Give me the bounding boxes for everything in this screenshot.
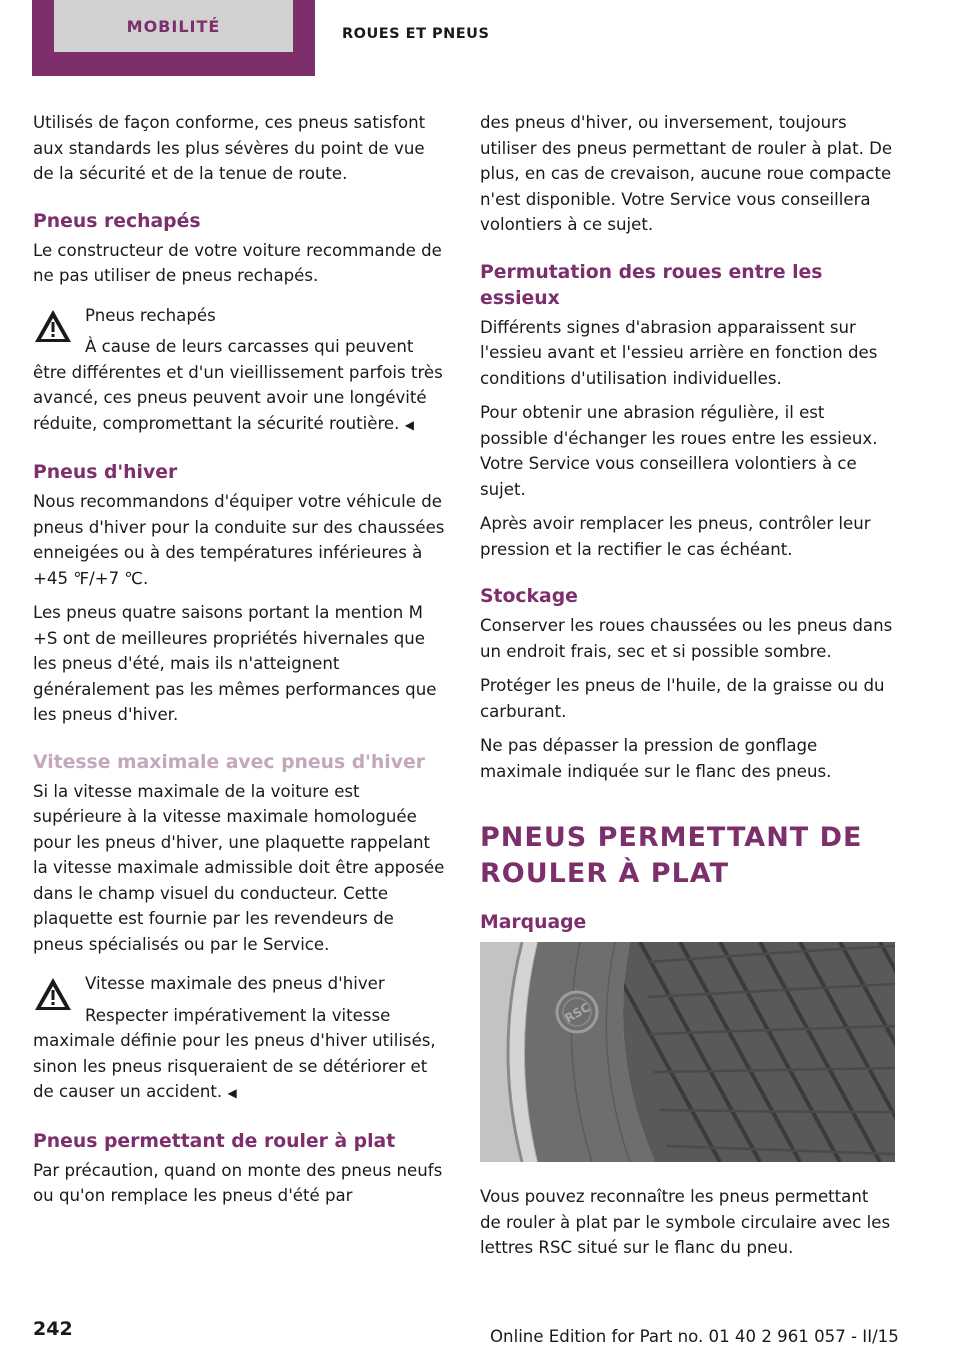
page-number: 242 xyxy=(33,1318,73,1340)
retread-warning-title: Pneus rechapés xyxy=(85,305,216,325)
max-speed-paragraph: Si la vitesse maximale de la voiture est supérieure à la vitesse maximale homologuée pour les pneus d'hiver, une plaquette rappelant la vitesse maximale admissible doit être apposée dans le champ visuel du conducteur. Cette plaquette est fournie par les revendeurs de pneus spécialisés ou par le Service. xyxy=(33,781,445,954)
end-triangle-icon: ◀ xyxy=(227,1086,237,1100)
retread-warning-text-first: À cause de leurs carcasses qui peuvent xyxy=(85,337,414,356)
retread-heading: Pneus rechapés xyxy=(33,210,201,232)
storage-paragraph-1: Conserver les roues chaussées ou les pneus dans un endroit frais, sec et si possible sombre. xyxy=(480,616,893,661)
rotation-heading: Permutation des roues entre les essieux xyxy=(480,261,823,309)
chapter-tab-label: MOBILITÉ xyxy=(54,0,293,52)
left-column xyxy=(33,110,447,1218)
run-flat-section-heading-line1: PNEUS PERMETTANT DE xyxy=(480,822,863,853)
storage-paragraph-3: Ne pas dépasser la pression de gonflage maximale indiquée sur le flanc des pneus. xyxy=(480,736,832,781)
section-title: ROUES ET PNEUS xyxy=(342,26,490,42)
max-speed-warning-text: maximale définie pour les pneus d'hiver utilisés, sinon les pneus risqueraient de se détériorer et de causer un accident. xyxy=(33,1031,436,1101)
max-speed-warning-text-rest xyxy=(33,1028,447,1107)
max-speed-warning-title: Vitesse maximale des pneus d'hiver xyxy=(85,974,385,993)
warning-triangle-icon xyxy=(33,307,73,345)
winter-paragraph-2: Les pneus quatre saisons portant la mention M +S ont de meilleures propriétés hivernales que les pneus d'été, mais ils n'atteignent généralement pas les mêmes performances que les pneus d'hiver. xyxy=(33,603,437,724)
storage-paragraph-2: Protéger les pneus de l'huile, de la graisse ou du carburant. xyxy=(480,676,885,721)
rotation-paragraph-3: Après avoir remplacer les pneus, contrôler leur pression et la rectifier le cas échéant. xyxy=(480,514,871,559)
marking-heading: Marquage xyxy=(480,912,587,933)
run-flat-continued: des pneus d'hiver, ou inversement, toujours utiliser des pneus permettant de rouler à plat. De plus, en cas de crevaison, aucune roue compacte n'est disponible. Votre Service vous conseillera volontiers à ce sujet. xyxy=(480,113,893,234)
chapter-tab xyxy=(32,0,315,76)
rotation-paragraph-1: Différents signes d'abrasion apparaissent sur l'essieu avant et l'essieu arrière en fonction des conditions d'utilisation individuelles. xyxy=(480,317,878,388)
max-speed-warning xyxy=(33,971,447,1107)
intro-paragraph: Utilisés de façon conforme, ces pneus satisfont aux standards les plus sévères du point de vue de la sécurité et de la tenue de route. xyxy=(33,113,426,183)
retread-paragraph: Le constructeur de votre voiture recommande de ne pas utiliser de pneus rechapés. xyxy=(33,240,442,285)
storage-heading: Stockage xyxy=(480,586,578,607)
run-flat-section-heading-line2: ROULER À PLAT xyxy=(480,858,730,889)
max-speed-heading: Vitesse maximale avec pneus d'hiver xyxy=(33,751,425,773)
retread-warning-text-rest xyxy=(33,360,447,439)
winter-paragraph-1: Nous recommandons d'équiper votre véhicule de pneus d'hiver pour la conduite sur des chaussées enneigées ou à des températures inférieures à +45 ℉/+7 ℃. xyxy=(33,492,445,588)
rotation-paragraph-2: Pour obtenir une abrasion régulière, il est possible d'échanger les roues entre les essieux. Votre Service vous conseillera volontiers à ce sujet. xyxy=(480,403,878,499)
run-flat-section-heading xyxy=(480,820,894,892)
rsc-mark-label: RSC xyxy=(562,1000,593,1026)
retread-warning xyxy=(33,303,447,439)
run-flat-paragraph: Par précaution, quand on monte des pneus neufs ou qu'on remplace les pneus d'été par xyxy=(33,1160,443,1205)
max-speed-warning-text-first: Respecter impérativement la vitesse xyxy=(85,1005,391,1025)
winter-heading: Pneus d'hiver xyxy=(33,462,178,483)
rsc-tire-image xyxy=(480,942,895,1162)
warning-triangle-icon xyxy=(33,975,73,1013)
right-column xyxy=(480,110,894,1270)
footer-edition: Online Edition for Part no. 01 40 2 961 057 - II/15 xyxy=(490,1327,899,1346)
end-triangle-icon: ◀ xyxy=(404,417,414,432)
retread-warning-text: être différentes et d'un vieillissement parfois très avancé, ces pneus peuvent avoir une longévité réduite, compromettant la sécurité routière. xyxy=(33,362,443,433)
marking-paragraph: Vous pouvez reconnaître les pneus permettant de rouler à plat par le symbole circulaire avec les lettres RSC situé sur le flanc du pneu. xyxy=(480,1187,891,1257)
run-flat-heading: Pneus permettant de rouler à plat xyxy=(33,1130,396,1152)
